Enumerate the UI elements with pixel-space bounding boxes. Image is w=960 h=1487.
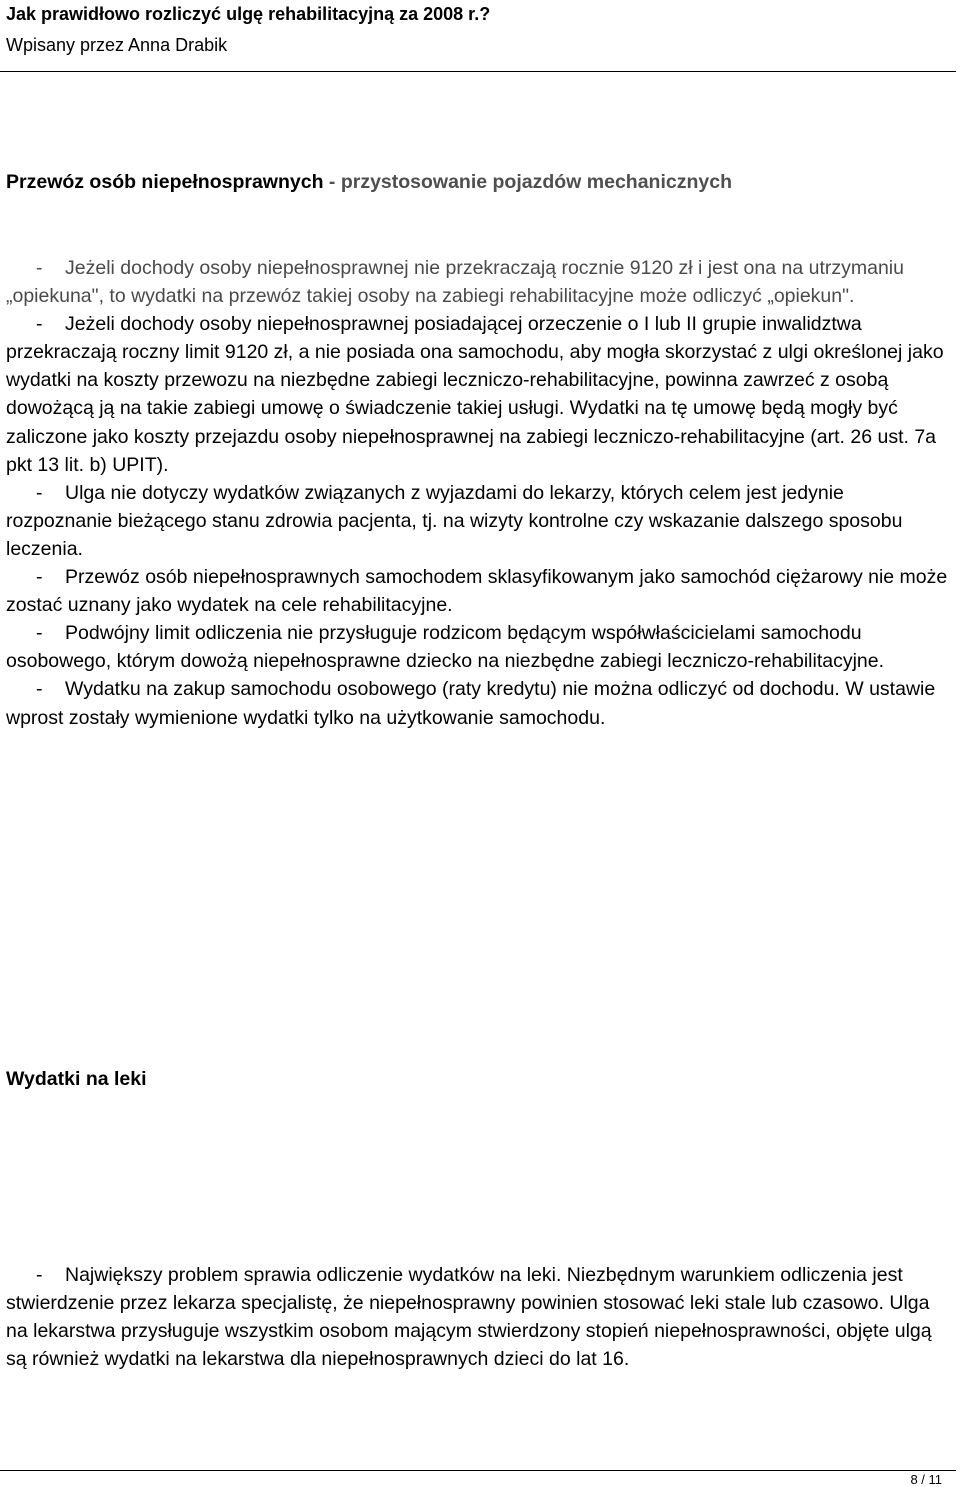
list-dash: - xyxy=(36,622,43,645)
transport-paragraph-1: - Jeżeli dochody osoby niepełnosprawnej nie przekraczają rocznie 9120 zł i jest ona na utrzymaniu „opiekuna", to wydatki na przewóz takiej osoby na zabiegi rehabilitacyjne może odliczyć „opiekun". xyxy=(6,254,952,310)
section-heading-medicines: Wydatki na leki xyxy=(6,1068,147,1090)
list-dash: - xyxy=(36,1264,43,1286)
transport-paragraph-6: - Wydatku na zakup samochodu osobowego (raty kredytu) nie można odliczyć od dochodu. W ustawie wprost zostały wymienione wydatki tylko na użytkowanie samochodu. xyxy=(6,675,952,731)
document-title: Jak prawidłowo rozliczyć ulgę rehabilitacyjną za 2008 r.? xyxy=(6,4,491,24)
list-dash: - xyxy=(36,313,43,336)
list-dash: - xyxy=(36,481,43,504)
page-header xyxy=(6,0,956,58)
transport-body xyxy=(6,254,952,732)
section-heading-transport xyxy=(6,168,732,196)
transport-paragraph-6b: W ustawie wprost zostały wymienione wydatki tylko na użytkowanie samochodu. xyxy=(6,678,936,729)
footer-divider xyxy=(0,1470,956,1471)
transport-paragraph-5: - Podwójny limit odliczenia nie przysługuje rodzicom będącym współwłaścicielami samochodu osobowego, którym dowożą niepełnosprawne dziecko na niezbędne zabiegi leczniczo-rehabilitacyjne. xyxy=(6,619,952,675)
medicines-body xyxy=(6,1261,952,1373)
transport-paragraph-3: - Ulga nie dotyczy wydatków związanych z wyjazdami do lekarzy, których celem jest jedynie rozpoznanie bieżącego stanu zdrowia pacjenta, tj. na wizyty kontrolne czy wskazanie dalszego sposobu leczenia. xyxy=(6,479,952,563)
section-heading-transport-main: Przewóz osób niepełnosprawnych xyxy=(6,171,324,193)
document-author: Wpisany przez Anna Drabik xyxy=(6,35,228,55)
list-dash: - xyxy=(36,678,43,701)
section-heading-transport-sub: - przystosowanie pojazdów mechanicznych xyxy=(323,171,732,193)
list-dash: - xyxy=(36,257,43,279)
header-divider xyxy=(0,71,956,72)
list-dash: - xyxy=(36,566,43,589)
medicines-paragraph: - Największy problem sprawia odliczenie wydatków na leki. Niezbędnym warunkiem odliczenia jest stwierdzenie przez lekarza specjalistę, że niepełnosprawny powinien stosować leki stale lub czasowo. Ulga na lekarstwa przysługuje wszystkim osobom mającym stwierdzony stopień niepełnosprawności, objęte ulgą są również wydatki na lekarstwa dla niepełnosprawnych dzieci do lat 16. xyxy=(6,1261,952,1373)
transport-paragraph-2: - Jeżeli dochody osoby niepełnosprawnej posiadającej orzeczenie o I lub II grupie inwalidztwa przekraczają roczny limit 9120 zł, a nie posiada ona samochodu, aby mogła skorzystać z ulgi określonej jako wydatki na koszty przewozu na niezbędne zabiegi leczniczo-rehabilitacyjne, powinna zawrzeć z osobą dowożącą ją na takie zabiegi umowę o świadczenie takiej usługi. Wydatki na tę umowę będą mogły być zaliczone jako koszty przejazdu osoby niepełnosprawnej na zabiegi leczniczo-rehabilitacyjne (art. 26 ust. 7a pkt 13 lit. b) UPIT). xyxy=(6,310,952,479)
transport-paragraph-2b: Wydatki na tę umowę będą mogły być zaliczone jako koszty przejazdu osoby niepełnosprawnej na zabiegi leczniczo-rehabilitacyjne (art. 26 ust. 7a pkt 13 lit. b) UPIT). xyxy=(6,397,937,476)
page-number: 8 / 11 xyxy=(910,1472,942,1487)
transport-paragraph-4: - Przewóz osób niepełnosprawnych samochodem sklasyfikowanym jako samochód ciężarowy nie może zostać uznany jako wydatek na cele rehabilitacyjne. xyxy=(6,563,952,619)
